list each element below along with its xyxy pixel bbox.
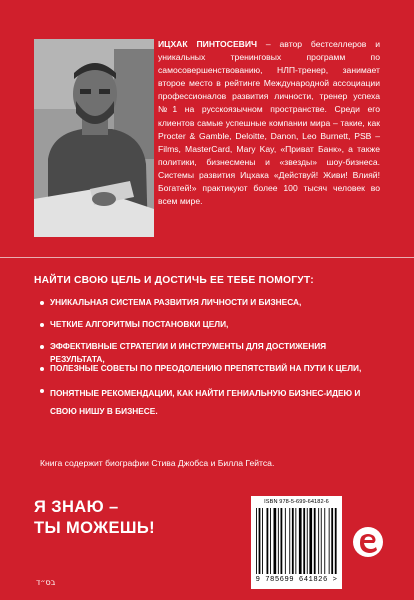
list-item bbox=[40, 340, 380, 362]
bullet-icon bbox=[40, 367, 44, 371]
list-item bbox=[40, 384, 380, 416]
biographies-note: Книга содержит биографии Стива Джобса и Билла Гейтса. bbox=[40, 458, 275, 468]
list-item-text: ПОЛЕЗНЫЕ СОВЕТЫ ПО ПРЕОДОЛЕНИЮ ПРЕПЯТСТВИЙ НА ПУТИ К ЦЕЛИ, bbox=[50, 363, 362, 373]
isbn-text: ISBN 978-5-699-64182-6 bbox=[264, 499, 329, 505]
list-item-text: ЧЕТКИЕ АЛГОРИТМЫ ПОСТАНОВКИ ЦЕЛИ, bbox=[50, 319, 229, 329]
feature-list bbox=[40, 296, 380, 416]
bullet-icon bbox=[40, 301, 44, 305]
list-item bbox=[40, 318, 380, 340]
bullet-icon bbox=[40, 323, 44, 327]
bullet-icon bbox=[40, 345, 44, 349]
author-bio-text: – автор бестселлеров и уникальных тренинговых программ по самосовершенствованию, НЛП-тренер, занимает второе место в рейтинге Международной ассоциации профессионалов развития личности, тренер успеха №1 на русскоязычном пространстве. Среди его клиентов самые успешные компании мира – такие, как Procter & Gamble, Deloitte, Danon, Leo Burnett, PSB – Films, MasterCard, Mary Kay, «Приват Банк», а также политики, бизнесмены и «звезды» шоу-бизнеса. Системы развития Ицхака «Действуй! Живи! Влияй! Богатей!» практикуют более 100 тысяч человек во всем мире. bbox=[158, 39, 380, 207]
list-item bbox=[40, 362, 380, 384]
list-item-text: ПОНЯТНЫЕ РЕКОМЕНДАЦИИ, КАК НАЙТИ ГЕНИАЛЬНУЮ БИЗНЕС-ИДЕЮ И СВОЮ НИШУ В БИЗНЕСЕ. bbox=[50, 388, 361, 416]
author-name: ИЦХАК ПИНТОСЕВИЧ bbox=[158, 39, 258, 49]
slogan-line-2: ТЫ МОЖЕШЬ! bbox=[34, 519, 156, 537]
section-divider bbox=[0, 257, 414, 258]
list-item-text: ЭФФЕКТИВНЫЕ СТРАТЕГИИ И ИНСТРУМЕНТЫ ДЛЯ ДОСТИЖЕНИЯ РЕЗУЛЬТАТА, bbox=[50, 341, 327, 364]
eksmo-logo-icon bbox=[353, 527, 383, 557]
barcode-number: 9 785699 641826 > bbox=[255, 576, 338, 584]
list-item bbox=[40, 296, 380, 318]
list-item-text: УНИКАЛЬНАЯ СИСТЕМА РАЗВИТИЯ ЛИЧНОСТИ И БИЗНЕСА, bbox=[50, 297, 302, 307]
bullet-icon bbox=[40, 389, 44, 393]
barcode-icon bbox=[255, 508, 338, 574]
slogan bbox=[34, 497, 155, 539]
helps-heading: НАЙТИ СВОЮ ЦЕЛЬ И ДОСТИЧЬ ЕЕ ТЕБЕ ПОМОГУТ: bbox=[34, 275, 314, 286]
hebrew-mark: בס״ד bbox=[36, 578, 56, 587]
slogan-line-1: Я ЗНАЮ – bbox=[34, 498, 119, 516]
barcode-panel bbox=[251, 496, 342, 589]
author-bio bbox=[158, 38, 380, 208]
author-photo bbox=[34, 39, 154, 237]
